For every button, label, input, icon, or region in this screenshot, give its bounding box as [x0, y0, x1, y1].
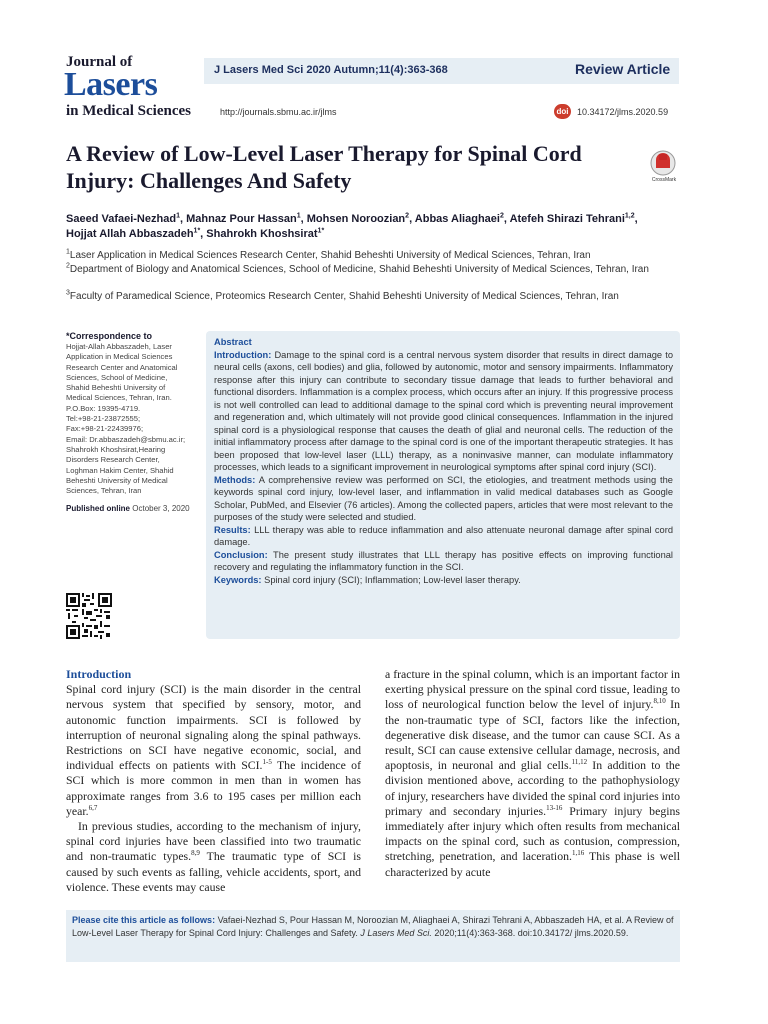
published-label: Published online	[66, 504, 131, 513]
abstract-results	[214, 524, 673, 549]
journal-logo-prefix: Journal of	[66, 54, 133, 70]
body-column-left	[66, 667, 361, 895]
reference-superscript[interactable]: 8,10	[653, 697, 666, 706]
journal-logo-name: Lasers	[64, 66, 158, 103]
author-separator: ,	[503, 213, 510, 225]
affiliation-number: 2	[66, 262, 70, 270]
citation-label: Please cite this article as follows:	[72, 915, 216, 925]
abstract-introduction-label: Introduction:	[214, 349, 272, 360]
author-name: Abbas Aliaghaei	[414, 213, 500, 225]
crossmark-label: CrossMark	[651, 177, 677, 183]
body-paragraph	[66, 819, 361, 895]
author-name: Mohsen Noroozian	[306, 213, 406, 225]
doi-link[interactable]: 10.34172/jlms.2020.59	[577, 107, 669, 117]
body-paragraph	[385, 667, 680, 880]
author-affiliation-marker: 1	[176, 212, 180, 220]
author-name: Atefeh Shirazi Tehrani	[509, 213, 625, 225]
reference-superscript[interactable]: 13-16	[546, 803, 563, 812]
body-text: Spinal cord injury (SCI) is the main disorder in the central nervous system that specified by sensory, motor, and autonomic function impairments. SCI is followed by interruption of neuronal signaling along the spinal pathways. Restrictions on SCI have negative economic, social, and individual effects on patients with SCI.	[66, 682, 361, 773]
body-text: In previous studies, according to the mechanism of injury, spinal cord injuries have been classified into two traumatic and non-traumatic types.	[66, 819, 361, 864]
body-text: Primary injury begins immediately after injury which often results from mechanical impacts on the spinal cord, such as contusion, compression, stretching, penetration, and laceration.	[385, 803, 680, 864]
correspondence-details: Hojjat-Allah Abbaszadeh, Laser Application in Medical Sciences Research Center and Anatomical Sciences, School of Medicine, Shahid Beheshti University of Medical Sciences, Tehran, Iran. P.O.Box: 19395-4719. Tel:+98-21-23872555; Fax:+98-21-22439976; Email: Dr.abbaszadeh@sbmu.ac.ir; Shahrokh Khoshsirat,Hearing Disorders Research Center, Loghman Hakim Center, Shahid Beheshti University of Medical Sciences, Tehran, Iran	[66, 342, 186, 496]
reference-superscript[interactable]: 8,9	[191, 849, 200, 858]
citation-body: Vafaei-Nezhad S, Pour Hassan M, Noroozian M, Aliaghaei A, Shirazi Tehrani A, Abbaszadeh HA, et al. A Review of Low-Level Laser Therapy for Spinal Cord Injury: Challenges and Safety.	[72, 915, 674, 938]
affiliation-text: Department of Biology and Anatomical Sciences, School of Medicine, Shahid Beheshti University of Medical Sciences, Tehran, Iran	[69, 264, 649, 275]
reference-superscript[interactable]: 6,7	[88, 803, 98, 812]
abstract-conclusion	[214, 549, 673, 574]
abstract-methods-label: Methods:	[214, 474, 256, 485]
body-text: The traumatic type of SCI is caused by such events as falling, vehicle accidents, sport, and violence. These events may cause	[66, 849, 361, 894]
reference-superscript[interactable]: 11,12	[571, 758, 588, 767]
affiliation-1	[66, 249, 686, 263]
affiliation-text: Laser Application in Medical Sciences Research Center, Shahid Beheshti University of Medical Sciences, Tehran, Iran	[69, 250, 591, 261]
author-list	[66, 212, 686, 242]
author-name: Hojjat Allah Abbaszadeh	[66, 228, 194, 240]
citation-text	[72, 914, 676, 940]
published-online	[66, 504, 190, 513]
author-affiliation-marker: 1*	[193, 227, 201, 235]
abstract-results-text: LLL therapy was able to reduce inflammation and also attenuate neuronal damage after spinal cord damage.	[214, 524, 673, 547]
abstract-introduction	[214, 349, 673, 474]
body-text: This phase is well characterized by acute	[385, 849, 680, 879]
journal-url-link[interactable]: http://journals.sbmu.ac.ir/jlms	[220, 107, 337, 117]
abstract-keywords	[214, 574, 673, 587]
abstract-keywords-label: Keywords:	[214, 574, 262, 585]
author-separator: ,	[634, 213, 638, 225]
author-affiliation-marker: 1	[296, 212, 301, 220]
doi-icon: doi	[554, 104, 571, 119]
article-type: Review Article	[575, 61, 671, 77]
author-affiliation-marker: 1*	[317, 227, 325, 235]
body-text: In the non-traumatic type of SCI, factors like the infection, degenerative disk disease, and the tumor can cause SCI. As a result, SCI can cause extensive cellular damage, necrosis, and apoptosis, in neuronal and glial cells.	[385, 697, 680, 773]
abstract-introduction-text: Damage to the spinal cord is a central nervous system disorder that results in direct damage to neural cells (axons, cell bodies) and glia, followed by autonomic, motor and sensory impairments. Inflammatory response after this injury can contribute to secondary tissue damage that leads to further behavioral and functional disorders. Inflammation is a complex process, which occurs after an injury. If this progressive process is not well controlled can lead to additional damage to the spinal cord which is preventing neural improvement and regeneration and, which ultimately will not provide good clinical consequences. Inflammation in the injured spinal cord is a physiological response that causes the death of glial and neuronal cells. The reduction of the initial inflammatory process after damage to the spinal cord is one of the important therapeutic strategies. It has been proposed that low-level laser (LLL) therapy, as a noninvasive manner, can modulate inflammatory processes, which leads to a significant improvement in neurological symptoms after spinal cord injury (SCI).	[214, 349, 673, 472]
correspondence-heading: *Correspondence to	[66, 331, 153, 341]
qr-code-icon	[66, 593, 112, 639]
section-title-introduction: Introduction	[66, 667, 132, 681]
journal-citation: J Lasers Med Sci 2020 Autumn;11(4):363-368	[214, 64, 448, 76]
abstract-methods	[214, 474, 673, 524]
abstract-keywords-text: Spinal cord injury (SCI); Inflammation; Low-level laser therapy.	[264, 574, 521, 585]
affiliation-text: Faculty of Paramedical Science, Proteomics Research Center, Shahid Beheshti University of Medical Sciences, Tehran, Iran	[69, 291, 619, 302]
reference-superscript[interactable]: 1,16	[571, 849, 585, 858]
abstract-methods-text: A comprehensive review was performed on SCI, the etiologies, and treatment methods using the keywords spinal cord injury, low-level laser, and inflammation in valid medical databases such as Google Scholar, PubMed, and Elsevier (76 articles). Among the collected papers, articles that were most relevant to the purposes of the study were selected and studied.	[214, 474, 673, 522]
author-name: Mahnaz Pour Hassan	[186, 213, 297, 225]
author-affiliation-marker: 2	[405, 212, 410, 220]
author-separator: ,	[200, 228, 207, 240]
body-text: a fracture in the spinal column, which is an important factor in exerting physical pressure on the spinal cord tissue, leading to loss of neurological function below the level of injury.	[385, 667, 680, 712]
citation-details: 2020;11(4):363-368. doi:10.34172/ jlms.2020.59.	[431, 928, 629, 938]
body-text: In addition to the division mentioned above, according to the pathophysiology of injury, researchers have divided the spinal cord injuries into primary and secondary injuries.	[385, 758, 681, 818]
abstract	[214, 336, 673, 586]
affiliation-2	[66, 263, 686, 277]
author-name: Shahrokh Khoshsirat	[206, 228, 318, 240]
author-separator: ,	[179, 213, 187, 225]
affiliation-3	[66, 290, 686, 304]
abstract-results-label: Results:	[214, 524, 251, 535]
affiliation-number: 3	[66, 289, 70, 297]
published-date: October 3, 2020	[132, 504, 190, 513]
author-affiliation-marker: 2	[499, 212, 504, 220]
body-paragraph	[66, 682, 361, 819]
abstract-conclusion-label: Conclusion:	[214, 549, 268, 560]
abstract-heading: Abstract	[214, 337, 252, 347]
body-column-right	[385, 667, 680, 880]
article-title: A Review of Low-Level Laser Therapy for Spinal Cord Injury: Challenges And Safety	[66, 141, 582, 193]
affiliation-number: 1	[66, 248, 70, 256]
journal-logo-subtitle: in Medical Sciences	[66, 103, 191, 119]
author-separator: ,	[300, 213, 307, 225]
author-affiliation-marker: 1,2	[624, 212, 635, 220]
author-separator: ,	[409, 213, 415, 225]
citation-journal: J Lasers Med Sci.	[360, 928, 432, 938]
body-text: The incidence of SCI which is more common in men than in women has approximate ranges from 3.6 to 195 cases per million each year.	[66, 758, 361, 818]
author-name: Saeed Vafaei-Nezhad	[66, 213, 177, 225]
reference-superscript[interactable]: 1-5	[262, 758, 272, 767]
abstract-conclusion-text: The present study illustrates that LLL therapy has positive effects on improving functional recovery and regulating the inflammatory function in the SCI.	[214, 549, 673, 572]
